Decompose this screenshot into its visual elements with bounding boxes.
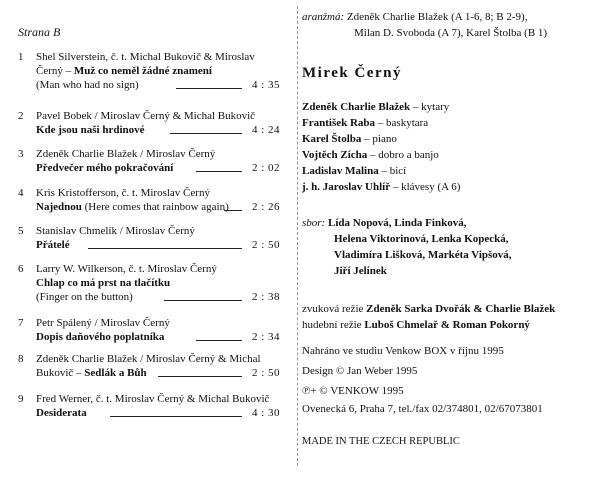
track-leader-line xyxy=(224,210,242,211)
musician-row xyxy=(302,148,439,163)
track-authors: Shel Silverstein, č. t. Michal Bukovič & Miroslav xyxy=(36,51,255,63)
track-duration: 2 : 34 xyxy=(251,331,280,343)
track-authors: Kris Kristofferson, č. t. Miroslav Černý xyxy=(36,187,210,199)
musician-row xyxy=(302,164,406,179)
arrangement-label: aranžmá: xyxy=(302,11,345,23)
track-number: 7 xyxy=(18,317,24,329)
track-duration: 2 : 38 xyxy=(251,291,280,303)
track-number: 4 xyxy=(18,187,24,199)
musician-name: Ladislav Malina xyxy=(302,165,379,177)
track-leader-line xyxy=(176,88,242,89)
track-authors: Larry W. Wilkerson, č. t. Miroslav Černý xyxy=(36,263,217,275)
sound-label: zvuková režie xyxy=(302,303,367,315)
track-title: Muž co neměl žádné znamení xyxy=(73,65,212,77)
sound-names: Zdeněk Sarka Dvořák & Charlie Blažek xyxy=(366,303,556,315)
track-leader-line xyxy=(88,248,242,249)
director-label: hudební režie xyxy=(302,319,365,331)
musician-role: – piano xyxy=(361,133,397,145)
arrangement-line: Zdeněk Charlie Blažek (A 1-6, 8; B 2-9), xyxy=(346,11,528,23)
musician-name: František Raba xyxy=(302,117,376,129)
musician-name: Karel Štolba xyxy=(302,133,362,145)
track-title: Desiderata xyxy=(36,407,87,419)
track-duration: 4 : 30 xyxy=(251,407,280,419)
sound-credit xyxy=(302,302,555,317)
artist-name: Mirek Černý xyxy=(302,65,402,81)
track-duration: 2 : 02 xyxy=(251,162,280,174)
musician-name: Zdeněk Charlie Blažek xyxy=(302,101,411,113)
track-title: Dopis daňového poplatníka xyxy=(36,331,165,343)
musician-role: – baskytara xyxy=(375,117,429,129)
musician-role: – klávesy (A 6) xyxy=(390,181,461,193)
track-duration: 4 : 24 xyxy=(251,124,280,136)
track-title: Sedlák a Bůh xyxy=(84,367,147,379)
track-authors-cont: Černý – xyxy=(36,65,74,77)
fold-divider xyxy=(297,6,298,466)
track-duration: 2 : 50 xyxy=(251,239,280,251)
track-authors: Stanislav Chmelík / Miroslav Černý xyxy=(36,225,195,237)
track-number: 1 xyxy=(18,51,24,63)
musician-row xyxy=(302,116,428,131)
musician-name: j. h. Jaroslav Uhlíř xyxy=(302,181,391,193)
choir-members: Vladimíra Lišková, Markéta Vipšová, xyxy=(334,249,512,261)
choir-members: Jiří Jelínek xyxy=(334,265,387,277)
choir-members: Helena Viktorinová, Lenka Kopecká, xyxy=(334,233,509,245)
track-authors: Pavel Bobek / Miroslav Černý & Michal Bukovič xyxy=(36,110,256,122)
track-title: Chlap co má prst na tlačítku xyxy=(36,277,171,289)
track-leader-line xyxy=(158,376,242,377)
track-leader-line xyxy=(170,133,242,134)
musician-name: Vojtěch Zícha xyxy=(302,149,368,161)
track-leader-line xyxy=(196,171,242,172)
made-in-line: MADE IN THE CZECH REPUBLIC xyxy=(302,436,460,447)
side-title: Strana B xyxy=(18,25,61,39)
musician-row xyxy=(302,132,397,147)
track-leader-line xyxy=(110,416,242,417)
track-title: Kde jsou naši hrdinové xyxy=(36,124,145,136)
track-duration: 4 : 35 xyxy=(251,79,280,91)
track-authors-cont: Bukovič – xyxy=(36,367,85,379)
musician-role: – bicí xyxy=(378,165,407,177)
track-title: Přátelé xyxy=(36,239,70,251)
track-authors: Petr Spálený / Miroslav Černý xyxy=(36,317,170,329)
track-number: 2 xyxy=(18,110,24,122)
choir-members: Lída Nopová, Linda Finková, xyxy=(327,217,467,229)
track-number: 9 xyxy=(18,393,24,405)
musician-role: – dobro a banjo xyxy=(367,149,439,161)
recording-note: Nahráno ve studiu Venkow BOX v říjnu 1995 xyxy=(302,345,504,357)
copyright-line: ℗+ © VENKOW 1995 xyxy=(302,385,404,397)
track-leader-line xyxy=(196,340,242,341)
track-authors: Fred Werner, č. t. Miroslav Černý & Michal Bukovič xyxy=(36,393,270,405)
arrangement-line: Milan D. Svoboda (A 7), Karel Štolba (B 1) xyxy=(354,27,548,39)
track-number: 6 xyxy=(18,263,24,275)
track-title: Předvečer mého pokračování xyxy=(36,162,174,174)
address-line: Ovenecká 6, Praha 7, tel./fax 02/374801, 02/67073801 xyxy=(302,403,543,415)
track-title: Najednou xyxy=(36,201,82,213)
track-authors: Zdeněk Charlie Blažek / Miroslav Černý xyxy=(36,148,216,160)
track-leader-line xyxy=(164,300,242,301)
track-duration: 2 : 26 xyxy=(251,201,280,213)
track-subtitle: (Man who had no sign) xyxy=(36,79,139,91)
track-number: 3 xyxy=(18,148,24,160)
track-number: 8 xyxy=(18,353,24,365)
track-subtitle: (Finger on the button) xyxy=(36,291,133,303)
design-credit: Design © Jan Weber 1995 xyxy=(302,365,418,377)
musician-row xyxy=(302,180,460,195)
director-names: Luboš Chmelař & Roman Pokorný xyxy=(364,319,530,331)
track-subtitle: (Here comes that rainbow again) xyxy=(81,201,229,213)
choir-label: sbor: xyxy=(302,217,326,229)
musician-row xyxy=(302,100,449,115)
musician-role: – kytary xyxy=(410,101,450,113)
director-credit xyxy=(302,318,530,333)
track-duration: 2 : 50 xyxy=(251,367,280,379)
track-authors: Zdeněk Charlie Blažek / Miroslav Černý & Michal xyxy=(36,353,261,365)
track-number: 5 xyxy=(18,225,24,237)
